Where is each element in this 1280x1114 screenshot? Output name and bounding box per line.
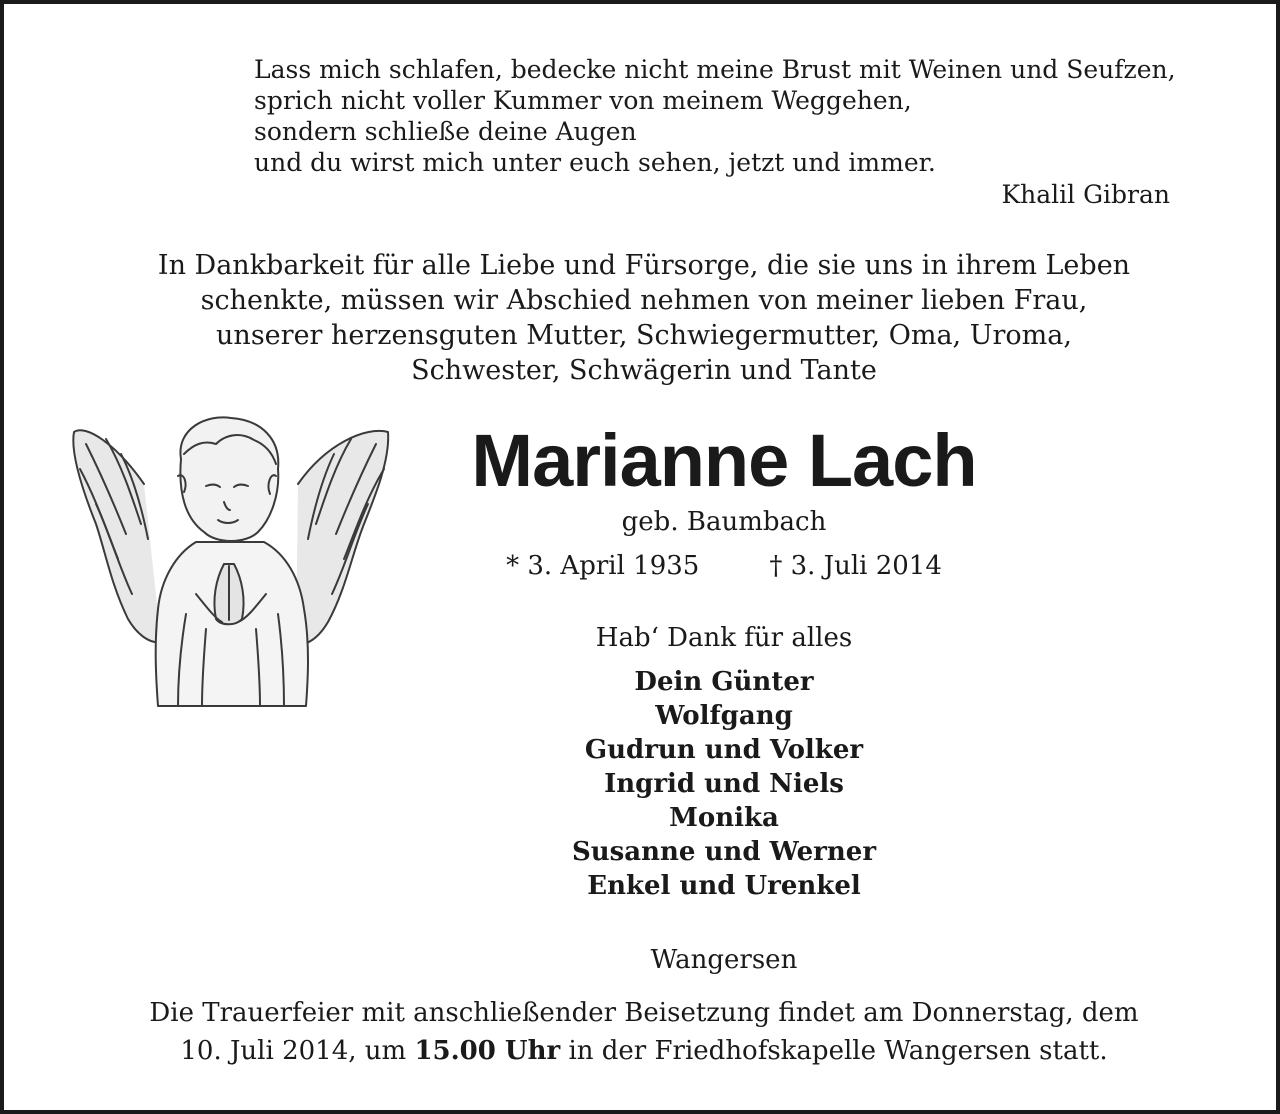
family-member: Wolfgang [655,701,793,731]
poem-line: sprich nicht voller Kummer von meinem Weggehen, [254,86,912,115]
family-member: Ingrid und Niels [604,769,844,799]
intro-text [44,248,1244,388]
family-member: Monika [669,803,779,833]
funeral-line-1: Die Trauerfeier mit anschließender Beisetzung findet am Donnerstag, dem [149,998,1139,1028]
deceased-name: Marianne Lach [471,419,977,502]
family-member: Dein Günter [634,667,814,697]
family-member: Gudrun und Volker [584,735,864,765]
maiden-name: geb. Baumbach [621,507,827,537]
life-dates [424,551,1024,581]
poem-author: Khalil Gibran [1001,180,1170,209]
family-member: Susanne und Werner [571,837,877,867]
praying-angel-icon [66,414,396,709]
family-member: Enkel und Urenkel [587,871,861,901]
family-list [424,665,1024,903]
angel-drawing [66,414,396,709]
poem-line: sondern schließe deine Augen [254,117,637,146]
death-date: † 3. Juli 2014 [769,551,942,581]
place-name: Wangersen [650,945,798,975]
poem-line: und du wirst mich unter euch sehen, jetzt und immer. [254,148,936,177]
poem-line: Lass mich schlafen, bedecke nicht meine Brust mit Weinen und Seufzen, [254,55,1176,84]
thanks-line: Hab‘ Dank für alles [595,623,853,653]
intro-line: In Dankbarkeit für alle Liebe und Fürsorge, die sie uns in ihrem Leben [157,250,1131,281]
intro-line: unserer herzensguten Mutter, Schwiegermutter, Oma, Uroma, [216,320,1072,351]
funeral-line-2 [44,1032,1244,1070]
funeral-date-text: 10. Juli 2014, um [180,1036,415,1066]
funeral-time: 15.00 Uhr [414,1036,561,1066]
funeral-location-text: in der Friedhofskapelle Wangersen statt. [560,1036,1108,1066]
poem-quote [254,54,1214,178]
intro-line: Schwester, Schwägerin und Tante [411,355,877,386]
funeral-info [44,994,1244,1070]
birth-date: * 3. April 1935 [506,551,700,581]
intro-line: schenkte, müssen wir Abschied nehmen von meiner lieben Frau, [200,285,1088,316]
